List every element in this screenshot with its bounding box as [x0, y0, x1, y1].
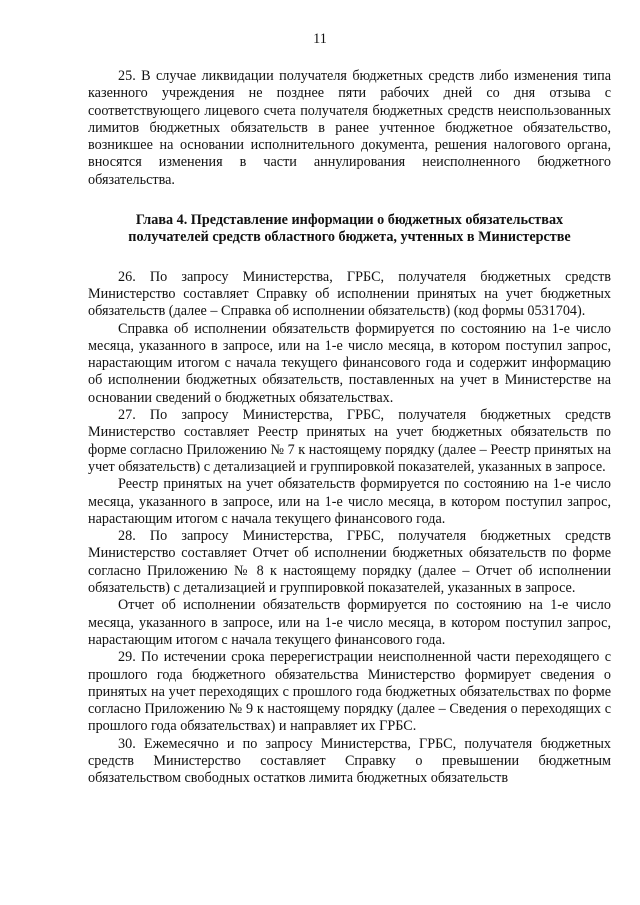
paragraph-27: 27. По запросу Министерства, ГРБС, получателя бюджетных средств Министерство составляет Реестр принятых на учет бюджетных обязательств по форме согласно Приложению № 7 к настоящему порядку (далее – Реестр принятых на учет обязательств) с детализацией и группировкой показателей, указанных в запросе. — [88, 407, 611, 475]
paragraph-30: 30. Ежемесячно и по запросу Министерства, ГРБС, получателя бюджетных средств Министерство составляет Справку о превышении бюджетным обязательством свободных остатков лимита бюджетных обязательств — [88, 735, 611, 787]
paragraph-26: 26. По запросу Министерства, ГРБС, получателя бюджетных средств Министерство составляет Справку об исполнении принятых на учет бюджетных обязательств (далее – Справка об исполнении обязательств) (код формы 0531704). — [88, 268, 611, 320]
paragraph-26-detail: Справка об исполнении обязательств формируется по состоянию на 1-е число месяца, указанного в запросе, или на 1-е число месяца, в котором поступил запрос, нарастающим итогом с начала текущего финансового года и содержит информацию об исполнении бюджетных обязательств, поставленных на учет в Министерстве на основании сведений о бюджетных обязательствах. — [88, 320, 611, 406]
page-number: 11 — [313, 31, 327, 47]
paragraph-28-detail: Отчет об исполнении обязательств формируется по состоянию на 1-е число месяца, указанного в запросе, или на 1-е число месяца, в котором поступил запрос, нарастающим итогом с начала текущего финансового года. — [88, 597, 611, 648]
paragraph-29: 29. По истечении срока перерегистрации неисполненной части переходящего с прошлого года бюджетного обязательства Министерство формирует сведения о принятых на учет переходящих с прошлого года бюджетных обязательствах по форме согласно Приложению № 9 к настоящему порядку (далее – Сведения о переходящих с прошлого года обязательствах) и направляет их ГРБС. — [88, 649, 611, 735]
document-body — [88, 68, 611, 788]
paragraph-27-detail: Реестр принятых на учет обязательств формируется по состоянию на 1-е число месяца, указанного в запросе, или на 1-е число месяца, в котором поступил запрос, нарастающим итогом с начала текущего финансового года. — [88, 476, 611, 527]
paragraph-28: 28. По запросу Министерства, ГРБС, получателя бюджетных средств Министерство составляет Отчет об исполнении бюджетных обязательств по форме согласно Приложению № 8 к настоящему порядку (далее – Отчет об исполнении обязательств) с детализацией и группировкой показателей, указанных в запросе. — [88, 528, 611, 597]
paragraph-25: 25. В случае ликвидации получателя бюджетных средств либо изменения типа казенного учреждения не позднее пяти рабочих дней со дня отзыва с соответствующего лицевого счета получателя бюджетных средств неиспользованных лимитов бюджетных обязательств в ранее учтенное бюджетное обязательство, возникшее на основании исполнительного документа, решения налогового органа, вносятся изменения в части аннулирования неисполненного бюджетного обязательства. — [88, 68, 611, 188]
chapter-heading: Глава 4. Представление информации о бюджетных обязательствах получателей средств областного бюджета, учтенных в Министерстве — [128, 212, 571, 246]
